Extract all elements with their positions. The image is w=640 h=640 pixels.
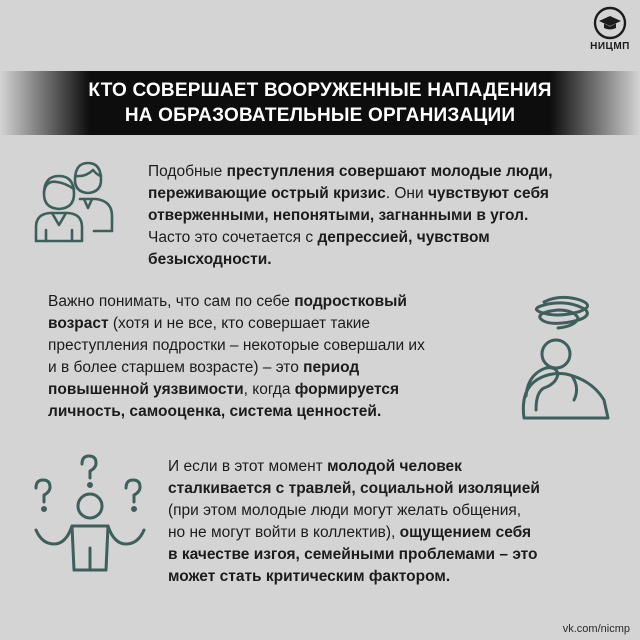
paragraph-adolescence — [48, 291, 425, 423]
text-run-bold: чувствуют себя — [427, 185, 549, 202]
logo — [588, 6, 632, 52]
title-banner — [0, 71, 640, 135]
text-run-bold: период — [303, 359, 360, 376]
text-line — [48, 291, 425, 313]
text-run-bold: личность, самооценка, система ценностей. — [48, 403, 382, 420]
text-run: Часто это сочетается с — [148, 229, 318, 246]
text-run: (хотя и не все, кто совершает такие — [108, 315, 371, 332]
text-run-bold: депрессией, чувством — [317, 229, 490, 246]
text-run: (при этом молодые люди могут желать общения, — [168, 502, 522, 519]
text-run: И если в этот момент — [168, 458, 328, 475]
text-run-bold: переживающие острый кризис — [148, 185, 386, 202]
logo-text: НИЦМП — [590, 41, 630, 52]
text-line — [48, 379, 425, 401]
text-line — [48, 313, 425, 335]
text-run: . Они — [385, 185, 428, 202]
text-run-bold: возраст — [48, 315, 109, 332]
text-run-bold: повышенной уязвимости — [48, 381, 244, 398]
confused-person-icon — [28, 452, 152, 581]
text-run: но не могут войти в коллектив), — [168, 524, 400, 541]
text-line — [168, 478, 540, 500]
text-run-bold: безысходности. — [148, 251, 272, 268]
text-line — [148, 161, 553, 183]
text-line — [168, 566, 540, 588]
text-run-bold: отверженными, непонятыми, загнанными в угол. — [148, 207, 529, 224]
text-line — [48, 357, 425, 379]
text-run-bold: ощущением себя — [399, 524, 532, 541]
footer-link[interactable]: vk.com/nicmp — [562, 623, 630, 635]
text-run: преступления подростки – некоторые совершали их — [48, 337, 425, 354]
title-line-1: КТО СОВЕРШАЕТ ВООРУЖЕННЫЕ НАПАДЕНИЯ — [88, 80, 552, 101]
text-run-bold: молодой человек — [327, 458, 462, 475]
text-line — [168, 544, 540, 566]
text-line — [148, 183, 553, 205]
text-line — [168, 500, 540, 522]
text-run-bold: формируется — [294, 381, 400, 398]
text-line — [148, 227, 553, 249]
text-line — [148, 205, 553, 227]
title-line-2: НА ОБРАЗОВАТЕЛЬНЫЕ ОРГАНИЗАЦИИ — [124, 105, 516, 126]
text-run: , когда — [243, 381, 295, 398]
text-run-bold: преступления совершают молодые люди, — [226, 163, 553, 180]
text-run: Важно понимать, что сам по себе — [48, 293, 295, 310]
text-run-bold: в качестве изгоя, семейными проблемами – это — [168, 546, 538, 563]
text-run-bold: сталкивается с травлей, социальной изоляцией — [168, 480, 540, 497]
graduation-cap-icon — [593, 6, 627, 40]
text-line — [48, 335, 425, 357]
people-icon — [30, 158, 118, 249]
text-run: Подобные — [148, 163, 227, 180]
text-line — [148, 249, 553, 271]
text-line — [168, 456, 540, 478]
text-line — [168, 522, 540, 544]
paragraph-risk-factors — [168, 456, 540, 588]
paragraph-crisis — [148, 161, 553, 271]
text-line — [48, 401, 425, 423]
text-run: и в более старшем возрасте) – это — [48, 359, 304, 376]
text-run-bold: может стать критическим фактором. — [168, 568, 451, 585]
text-run-bold: подростковый — [294, 293, 407, 310]
stressed-person-icon — [500, 292, 624, 427]
